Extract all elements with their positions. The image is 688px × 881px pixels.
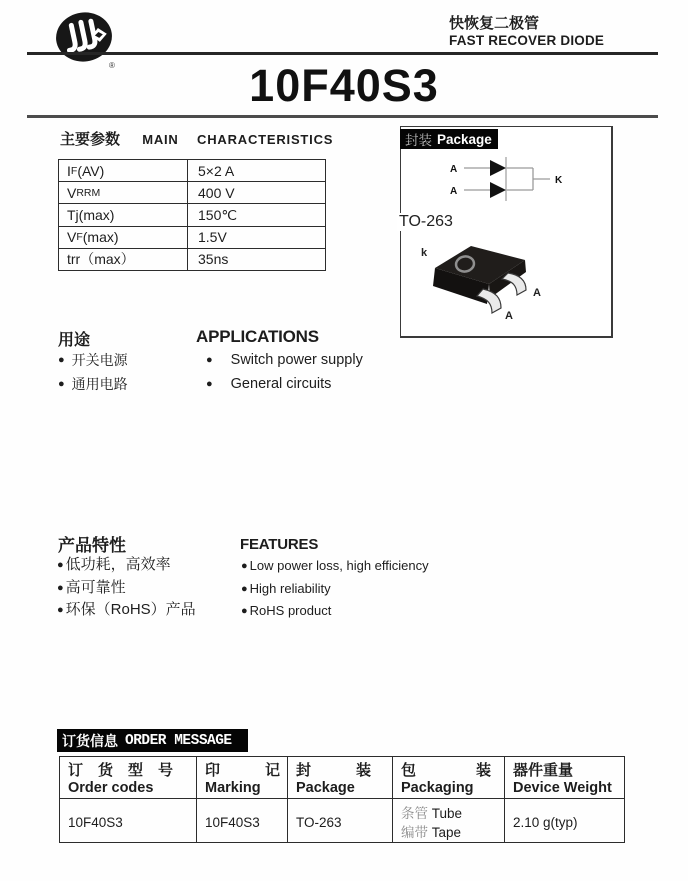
packaging-cn: 编带 bbox=[401, 824, 428, 840]
col-weight-cn: 器件重量 bbox=[513, 762, 574, 779]
feature-item-en: High reliability bbox=[249, 580, 331, 596]
param-subscript: RRM bbox=[76, 186, 101, 199]
col-marking-en: Marking bbox=[205, 780, 261, 796]
dual-diode-schematic bbox=[428, 152, 573, 206]
application-item-en: Switch power supply bbox=[230, 352, 363, 368]
order-table-header-row bbox=[60, 757, 624, 799]
applications-list-cn bbox=[58, 348, 128, 396]
cathode-label: K bbox=[555, 175, 563, 186]
to263-package-drawing bbox=[413, 238, 573, 326]
column-header bbox=[60, 757, 197, 798]
bullet-icon: ● bbox=[57, 559, 64, 571]
param-symbol: trr bbox=[67, 251, 81, 268]
param-suffix: （max） bbox=[80, 251, 135, 268]
features-list-en bbox=[241, 555, 429, 623]
param-name bbox=[59, 204, 188, 225]
feature-item-cn: 低功耗，高效率 bbox=[65, 556, 171, 573]
list-item bbox=[241, 600, 429, 623]
param-value: 5×2 A bbox=[198, 162, 235, 179]
product-type-cn: 快恢复二极管 bbox=[449, 15, 540, 32]
table-row bbox=[59, 227, 325, 249]
device-weight-cell: 2.10 g(typ) bbox=[513, 815, 578, 830]
package-label-en: Package bbox=[437, 131, 492, 147]
main-characteristics-table bbox=[58, 159, 326, 271]
bullet-icon: ● bbox=[241, 582, 248, 595]
table-row bbox=[59, 160, 325, 182]
param-value: 1.5V bbox=[198, 229, 227, 246]
packaging-line bbox=[401, 804, 462, 823]
packaging-en: Tape bbox=[431, 824, 462, 840]
lead2-pin-label: A bbox=[505, 310, 513, 322]
applications-heading-cn: 用途 bbox=[58, 332, 91, 349]
diode-triangle bbox=[490, 182, 506, 198]
param-suffix: (AV) bbox=[77, 162, 105, 179]
param-symbol: V bbox=[67, 229, 77, 246]
column-header bbox=[393, 757, 505, 798]
diode-triangle bbox=[490, 160, 506, 176]
order-heading-cn: 订货信息 bbox=[62, 732, 118, 749]
title-rule bbox=[27, 115, 658, 118]
col-package-cn: 封 装 bbox=[296, 762, 372, 779]
order-message-header bbox=[57, 729, 248, 752]
bullet-icon: ● bbox=[57, 604, 64, 616]
param-name bbox=[59, 182, 188, 203]
col-marking-cn: 印 记 bbox=[205, 762, 281, 779]
mc-heading-en: MAIN CHARACTERISTICS bbox=[142, 132, 334, 147]
application-item-cn: 开关电源 bbox=[71, 352, 128, 368]
order-code-cell: 10F40S3 bbox=[60, 799, 197, 842]
package-panel-header bbox=[400, 129, 498, 149]
column-header bbox=[505, 757, 624, 798]
bullet-icon: ● bbox=[241, 560, 248, 572]
anode1-label: A bbox=[450, 164, 458, 175]
table-row bbox=[59, 182, 325, 204]
feature-item-cn: 高可靠性 bbox=[65, 578, 126, 596]
features-heading-en: FEATURES bbox=[240, 536, 319, 553]
list-item bbox=[241, 578, 429, 601]
order-table bbox=[59, 756, 625, 843]
list-item bbox=[58, 372, 128, 396]
col-packaging-cn: 包 装 bbox=[401, 762, 492, 779]
param-name bbox=[59, 227, 188, 248]
marking-cell: 10F40S3 bbox=[197, 799, 288, 842]
anode2-label: A bbox=[450, 186, 458, 197]
param-value: 35ns bbox=[198, 251, 229, 268]
list-item bbox=[58, 348, 128, 372]
col-packaging-en: Packaging bbox=[401, 780, 474, 796]
applications-heading-en: APPLICATIONS bbox=[196, 327, 319, 346]
col-order-codes-en: Order codes bbox=[68, 780, 154, 796]
order-table-data-row bbox=[60, 799, 624, 842]
applications-list-en bbox=[206, 348, 363, 396]
bullet-icon: ● bbox=[58, 378, 65, 390]
application-item-en: General circuits bbox=[230, 376, 332, 392]
package-name: TO-263 bbox=[399, 213, 453, 230]
product-type-en: FAST RECOVER DIODE bbox=[449, 33, 605, 48]
registered-mark: ® bbox=[109, 61, 115, 70]
table-row bbox=[59, 204, 325, 226]
order-heading-en: ORDER MESSAGE bbox=[125, 732, 232, 749]
application-item-cn: 通用电路 bbox=[71, 376, 128, 392]
list-item bbox=[206, 372, 363, 396]
param-symbol: I bbox=[67, 162, 71, 179]
list-item bbox=[57, 554, 196, 577]
packaging-cn: 条管 bbox=[401, 805, 428, 821]
bullet-icon: ● bbox=[57, 581, 64, 594]
param-suffix: (max) bbox=[82, 229, 119, 246]
col-weight-en: Device Weight bbox=[513, 780, 612, 796]
package-label-cn: 封装 bbox=[405, 133, 432, 148]
list-item bbox=[206, 348, 363, 372]
features-list-cn bbox=[57, 554, 196, 622]
header-titles bbox=[449, 15, 604, 49]
param-subscript: F bbox=[76, 231, 83, 244]
tab-pin-label: k bbox=[421, 247, 428, 259]
param-value: 150℃ bbox=[198, 206, 238, 223]
mc-heading-cn: 主要参数 bbox=[60, 131, 121, 148]
col-package-en: Package bbox=[296, 780, 355, 796]
bullet-icon: ● bbox=[58, 354, 65, 366]
feature-item-cn: 环保（RoHS）产品 bbox=[65, 601, 196, 618]
header-rule bbox=[27, 52, 658, 55]
part-number-title: 10F40S3 bbox=[249, 60, 439, 111]
param-value: 400 V bbox=[198, 184, 235, 201]
list-item bbox=[241, 555, 429, 578]
packaging-en: Tube bbox=[431, 805, 463, 821]
list-item bbox=[57, 599, 196, 622]
bullet-icon: ● bbox=[206, 378, 213, 390]
param-name bbox=[59, 249, 188, 270]
packaging-cell bbox=[393, 799, 505, 842]
col-order-codes-cn: 订 货 型 号 bbox=[68, 762, 174, 779]
lead1-pin-label: A bbox=[533, 287, 541, 299]
table-row bbox=[59, 249, 325, 270]
param-name bbox=[59, 160, 188, 181]
list-item bbox=[57, 577, 196, 600]
packaging-line bbox=[401, 823, 461, 842]
bullet-icon: ● bbox=[241, 605, 248, 617]
features-heading-cn: 产品特性 bbox=[58, 536, 126, 555]
bullet-icon: ● bbox=[206, 354, 213, 366]
param-subscript: F bbox=[70, 164, 78, 177]
package-cell: TO-263 bbox=[288, 799, 393, 842]
column-header bbox=[197, 757, 288, 798]
param-symbol: Tj(max) bbox=[67, 207, 115, 223]
param-symbol: V bbox=[67, 184, 77, 201]
feature-item-en: Low power loss, high efficiency bbox=[249, 558, 429, 573]
feature-item-en: RoHS product bbox=[249, 603, 332, 618]
column-header bbox=[288, 757, 393, 798]
main-characteristics-heading bbox=[60, 128, 333, 149]
